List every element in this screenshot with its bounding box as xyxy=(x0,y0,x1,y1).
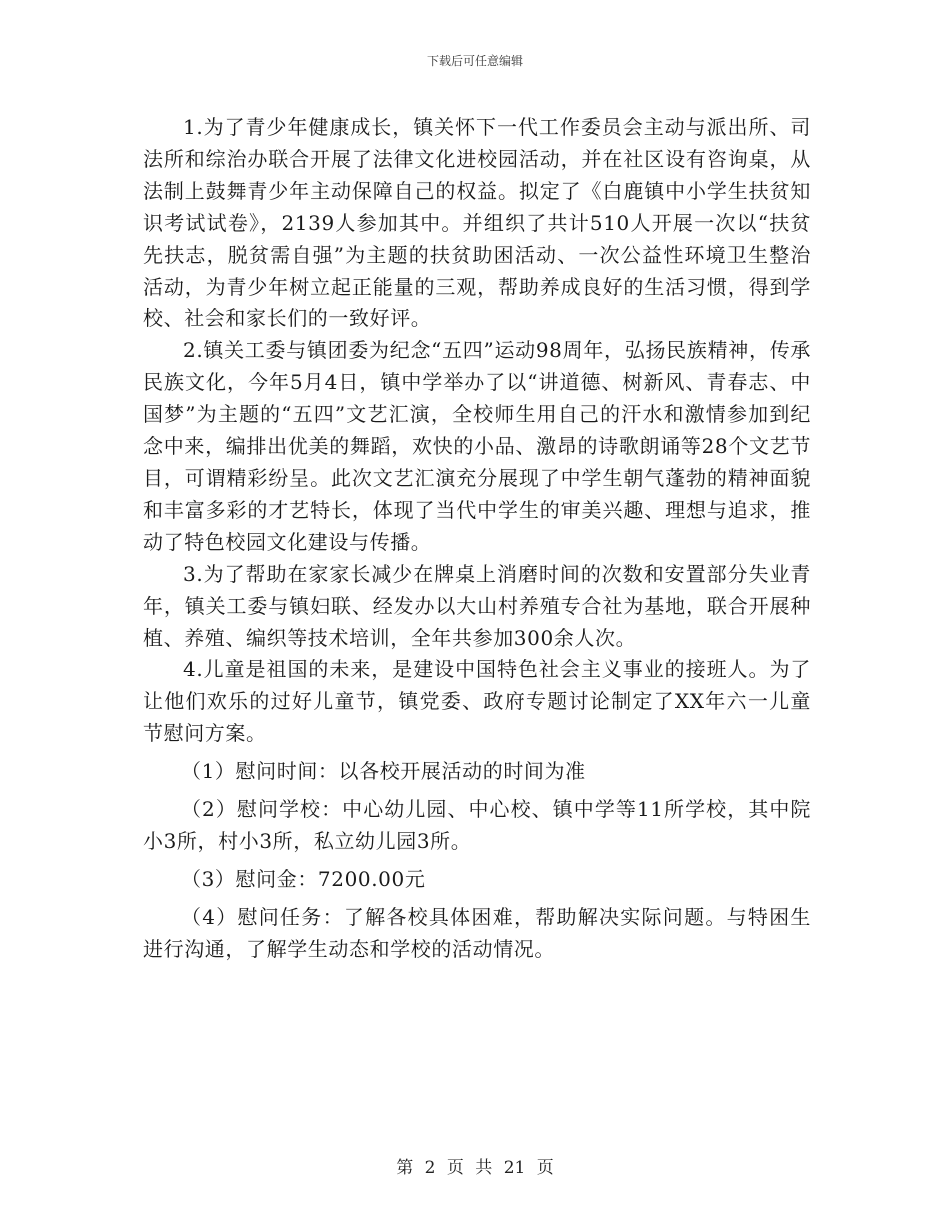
document-body xyxy=(143,112,811,966)
paragraph-4: 4.儿童是祖国的未来，是建设中国特色社会主义事业的接班人。为了让他们欢乐的过好儿童节，镇党委、政府专题讨论制定了XX年六一儿童节慰问方案。 xyxy=(143,657,811,746)
sub-item-4: （4）慰问任务：了解各校具体困难，帮助解决实际问题。与特困生进行沟通，了解学生动态和学校的活动情况。 xyxy=(143,904,811,961)
paragraph-2: 2.镇关工委与镇团委为纪念“五四”运动98周年，弘扬民族精神，传承民族文化，今年5月4日，镇中学举办了以“讲道德、树新风、青春志、中国梦”为主题的“五四”文艺汇演，全校师生用自己的汗水和激情参加到纪念中来，编排出优美的舞蹈，欢快的小品、激昂的诗歌朗诵等28个文艺节目，可谓精彩纷呈。此次文艺汇演充分展现了中学生朝气蓬勃的精神面貌和丰富多彩的才艺特长，体现了当代中学生的审美兴趣、理想与追求，推动了特色校园文化建设与传播。 xyxy=(143,338,811,554)
paragraph-1: 1.为了青少年健康成长，镇关怀下一代工作委员会主动与派出所、司法所和综治办联合开展了法律文化进校园活动，并在社区设有咨询桌，从法制上鼓舞青少年主动保障自己的权益。拟定了《白鹿镇中小学生扶贫知识考试试卷》，2139人参加其中。并组织了共计510人开展一次以“扶贫先扶志，脱贫需自强”为主题的扶贫助困活动、一次公益性环境卫生整治活动，为青少年树立起正能量的三观，帮助养成良好的生活习惯，得到学校、社会和家长们的一致好评。 xyxy=(143,115,811,331)
sub-item-1: （1）慰问时间：以各校开展活动的时间为准 xyxy=(181,759,586,784)
paragraph-3: 3.为了帮助在家家长减少在牌桌上消磨时间的次数和安置部分失业青年，镇关工委与镇妇联、经发办以大山村养殖专合社为基地，联合开展种植、养殖、编织等技术培训，全年共参加300余人次。 xyxy=(143,561,811,650)
sub-item-2: （2）慰问学校：中心幼儿园、中心校、镇中学等11所学校，其中院小3所，村小3所，私立幼儿园3所。 xyxy=(143,797,811,853)
page-footer: 第 2 页 共 21 页 xyxy=(396,1158,554,1178)
sub-item-3: （3）慰问金：7200.00元 xyxy=(181,866,426,891)
page-header: 下载后可任意编辑 xyxy=(426,54,523,68)
